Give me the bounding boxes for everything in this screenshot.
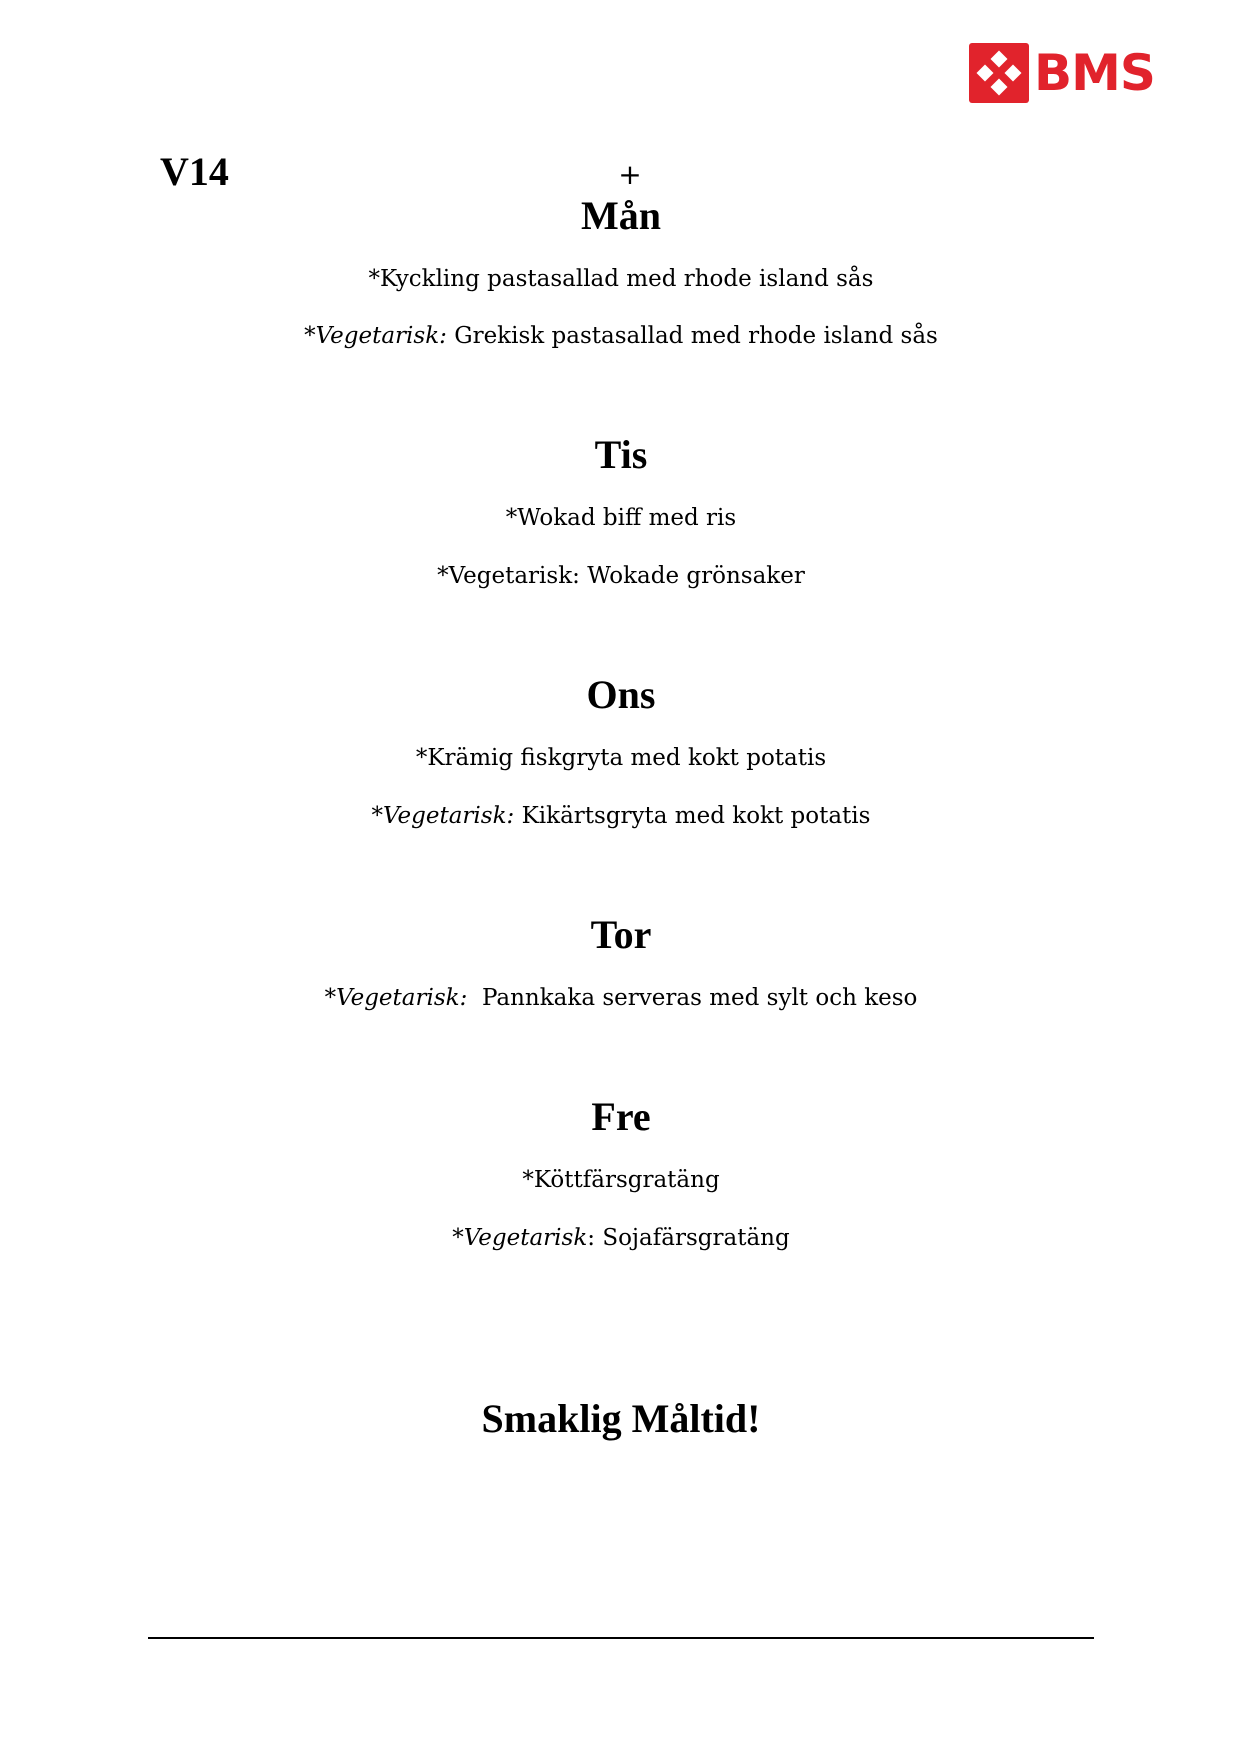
- brand-logo: [969, 43, 1155, 103]
- dish-mon-2: [0, 320, 1242, 352]
- dish-text: *Köttfärsgratäng: [522, 1167, 720, 1193]
- dish-label: *Vegetarisk:: [371, 803, 515, 829]
- dish-fri-2: [0, 1222, 1242, 1254]
- dish-text: *Wokad biff med ris: [505, 505, 737, 531]
- brand-name: BMS: [1034, 44, 1155, 102]
- dish-tue-1: [0, 502, 1242, 534]
- dish-label: *Vegetarisk: [452, 1225, 588, 1251]
- week-number: V14: [160, 149, 229, 194]
- dish-tue-2: [0, 560, 1242, 592]
- day-heading-wed: Ons: [586, 672, 656, 717]
- dish-mon-1: [0, 263, 1242, 295]
- plus-marker: +: [618, 158, 642, 191]
- bms-logo-icon: [969, 43, 1029, 103]
- closing-greeting: Smaklig Måltid!: [481, 1396, 761, 1441]
- dish-wed-1: [0, 742, 1242, 774]
- dish-text: *Vegetarisk: Wokade grönsaker: [437, 563, 805, 589]
- day-heading-mon: Mån: [581, 193, 661, 238]
- dish-label: *Vegetarisk:: [304, 323, 447, 349]
- dish-text: : Sojafärsgratäng: [587, 1225, 790, 1251]
- dish-text: *Kyckling pastasallad med rhode island sås: [368, 266, 874, 292]
- day-heading-fri: Fre: [591, 1094, 651, 1139]
- dish-thu-1: [0, 982, 1242, 1014]
- dish-text: *Krämig fiskgryta med kokt potatis: [415, 745, 827, 771]
- footer-divider: [148, 1637, 1094, 1639]
- dish-text: Kikärtsgryta med kokt potatis: [514, 803, 871, 829]
- day-heading-tue: Tis: [594, 432, 648, 477]
- day-heading-thu: Tor: [590, 912, 652, 957]
- dish-wed-2: [0, 800, 1242, 832]
- dish-text: Pannkaka serveras med sylt och keso: [467, 985, 918, 1011]
- dish-text: Grekisk pastasallad med rhode island sås: [446, 323, 938, 349]
- dish-label: *Vegetarisk:: [324, 985, 468, 1011]
- dish-fri-1: [0, 1164, 1242, 1196]
